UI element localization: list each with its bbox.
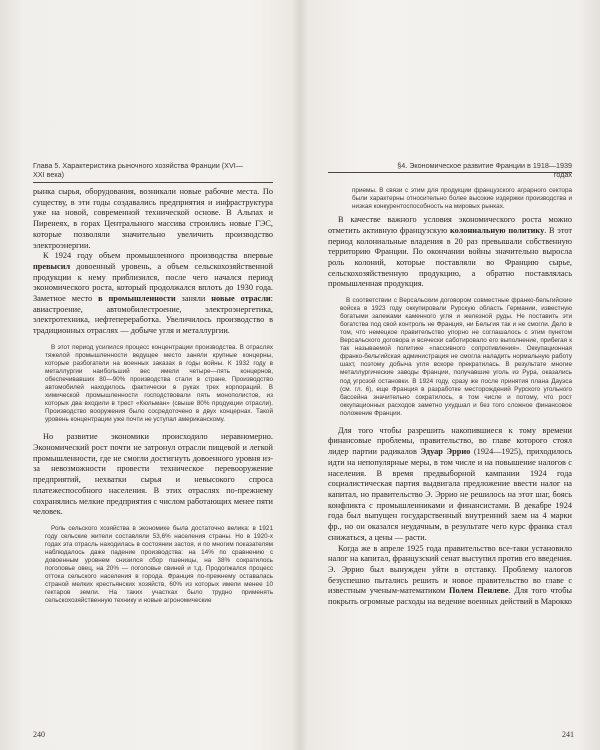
note-text: Роль сельского хозяйства в экономике была достаточно велика: в 1921 году сельские жители составляли 53,6% населения страны. Но в 1920-х годах эта отрасль находилась в состоянии застоя, и по многим показателям наблюдалось даже падение производства: на 14% по сравнению с довоенным уровнем снизился сбор пшеницы, на 38% сократилось поголовье овец, на 20% — поголовье свиней и т.д. Продолжался процесс оттока сельского населения в города. Франция по-прежнему оставалась страной мелких крестьянских хозяйств, 60% из которых имели менее 10 гектаров земли. На таких участках было трудно применять сельскохозяйственную технику и новые агрономические [45, 524, 273, 605]
right-text-column [328, 187, 572, 608]
page-number-left: 240 [33, 730, 45, 739]
page-number-right: 241 [562, 730, 574, 739]
bold-text: новые отрасли [211, 294, 271, 304]
bold-text: в промышленности [98, 294, 176, 304]
sidebar-note [328, 297, 572, 418]
text-run: В качестве важного условия экономического роста можно отметить активную французскую [328, 215, 572, 235]
paragraph: Но развитие экономики происходило неравномерно. Экономический рост почти не затронул отрасли пищевой и легкой промышленности, где не смогли достигнуть довоенного уровня из-за невозможности провести техническое перевооружение предприятий, нехватки сырья и невысокого спроса платежеспособного населения. В этих отраслях по-прежнему сохранялись мелкие предприятия с числом работающих менее пяти человек. [33, 432, 273, 517]
paragraph [328, 544, 572, 608]
paragraph [328, 215, 572, 290]
paragraph: рынка сырья, оборудования, возникали новые рабочие места. По существу, в эти годы создавались предприятия и инфраструктура уже на новой, современной технической основе. В Альпах и Пиренеях, в горах Центрального массива строились новые ГЭС, которые позволяли значительно увеличить производство электроэнергии. [33, 187, 273, 250]
text-run: Когда же в апреле 1925 года правительство все-таки установило налог на капитал, французский сенат выступил против его введения. Э. Эррио был вынужден уйти в отставку. Проблему налогов безуспешно пытались решить и новое правительство во главе с известным ученым-математиком [328, 543, 572, 596]
header-rule-left [33, 182, 273, 183]
text-run: К 1924 году объем промышленного производства впервые [43, 251, 273, 261]
left-text-column [33, 187, 273, 613]
text-run: . Для того чтобы покрыть огромные расходы на ведение военных действий в Марокко [328, 586, 573, 607]
text-run: : авиастроение, автомобилестроение, электроэнергетика, электротехника, нефтепереработка. Увеличилось производство в традиционных отраслях — добыче угля и металлургии. [33, 294, 273, 336]
text-run: заняли [175, 294, 212, 304]
sidebar-note-continued [340, 187, 572, 211]
bold-text: Полем Пенлеве [449, 586, 509, 596]
sidebar-note [33, 344, 273, 424]
note-text: приемы. В связи с этим для продукции французского аграрного сектора были характерны относительно более высокие издержки производства и низкая конкурентоспособность на мировых рынках. [352, 187, 572, 211]
bold-text: Эдуар Эррио [420, 447, 471, 457]
paragraph [328, 426, 572, 544]
text-run: Для того чтобы разрешить накопившиеся к тому времени финансовые проблемы, правительство, во главе которого стоял лидер партии радикалов [328, 425, 572, 457]
note-text: В соответствии с Версальским договором совместные франко-бельгийские войска в 1923 году оккупировали Рурскую область Германии, известную богатыми залежами каменного угля и железной руды. Не поставить эти богатства под свой контроль не Франция, ни Бельгия так и не смогли. Дело в том, что немецкое правительство упорно не соглашалось с этим пунктом Версальского договора и всячески саботировало его выполнение, прибегая к так называемой политике «пассивного сопротивления». Оккупационная франко-бельгийская администрация не смогла наладить нормальную работу шахт, поэтому добыча угля вскоре прекратилась. В результате многие металлургические заводы Франции, получавшие уголь из Рура, оказались под угрозой остановки. В 1924 году, сразу же после принятия плана Дауэса (см. гл. 6), еще Франция в разработке месторождений Рурского угольного бассейна значительно сократилось, в том числе и потому, что рост оккупационных расходов заметно ухудшал и без того сложное финансовое положение Франции. [340, 297, 572, 417]
bold-text: превысил [33, 261, 71, 271]
running-head-left: Глава 5. Характеристика рыночного хозяйства Франции (XVI—XXI века) [33, 161, 243, 179]
text-run: (1924—1925), приходилось идти на непопулярные меры, в том числе и на повышение налогов с населения. В время предвыборной кампании 1924 года социалистическая партия выдвигала предложение ввести налог на капитал, но правительство Э. Эррио не решилось на этот шаг, боясь конфликта с промышленниками и финансистами. В декабре 1924 года был выпущен государственный внутренний заем на 4 марки фр., но он оказался неудачным, в результате чего курс франка стал снижаться, а цены — расти. [328, 447, 572, 542]
note-text: В этот период усилился процесс концентрации производства. В отраслях тяжелой промышленности ведущее место заняли крупные концерны, которые разбогатели на военных заказах в годы войны. К 1932 году в металлургии наибольший вес имели четыре—пять концернов, обеспечивавших 80—90% производства стали в стране. Производство автомобилей находилось фактически в руках трех корпораций. В химической промышленности господствовали пять монополистов, из которых два входили в трест «Кюльман» (свыше 80% продукции отрасли). Производство вооружения было сосредоточено в двух концернах. Такой уровень концентрации уже почти не уступал американскому. [45, 343, 273, 424]
header-rule-right [328, 172, 572, 173]
bold-text: колониальную политику [450, 225, 545, 235]
sidebar-note [33, 525, 273, 605]
text-run: довоенный уровень, а объем сельскохозяйственной продукции к нему приблизился, после чего начался период экономического роста, который продолжался вплоть до 1930 года. Заметное место [33, 261, 273, 304]
running-head-right: §4. Экономическое развитие Франции в 1918—1939 годах [397, 161, 572, 179]
paragraph [33, 251, 273, 337]
right-page [300, 0, 600, 750]
text-run: . В этот период колониальные владения в 20 раз превышали собственную территорию Франции. По окончании войны значительно выросла роль колоний, которые поставляли во Францию сырье, сельскохозяйственную продукцию, а обратно поставлялась промышленная продукция. [328, 225, 572, 289]
